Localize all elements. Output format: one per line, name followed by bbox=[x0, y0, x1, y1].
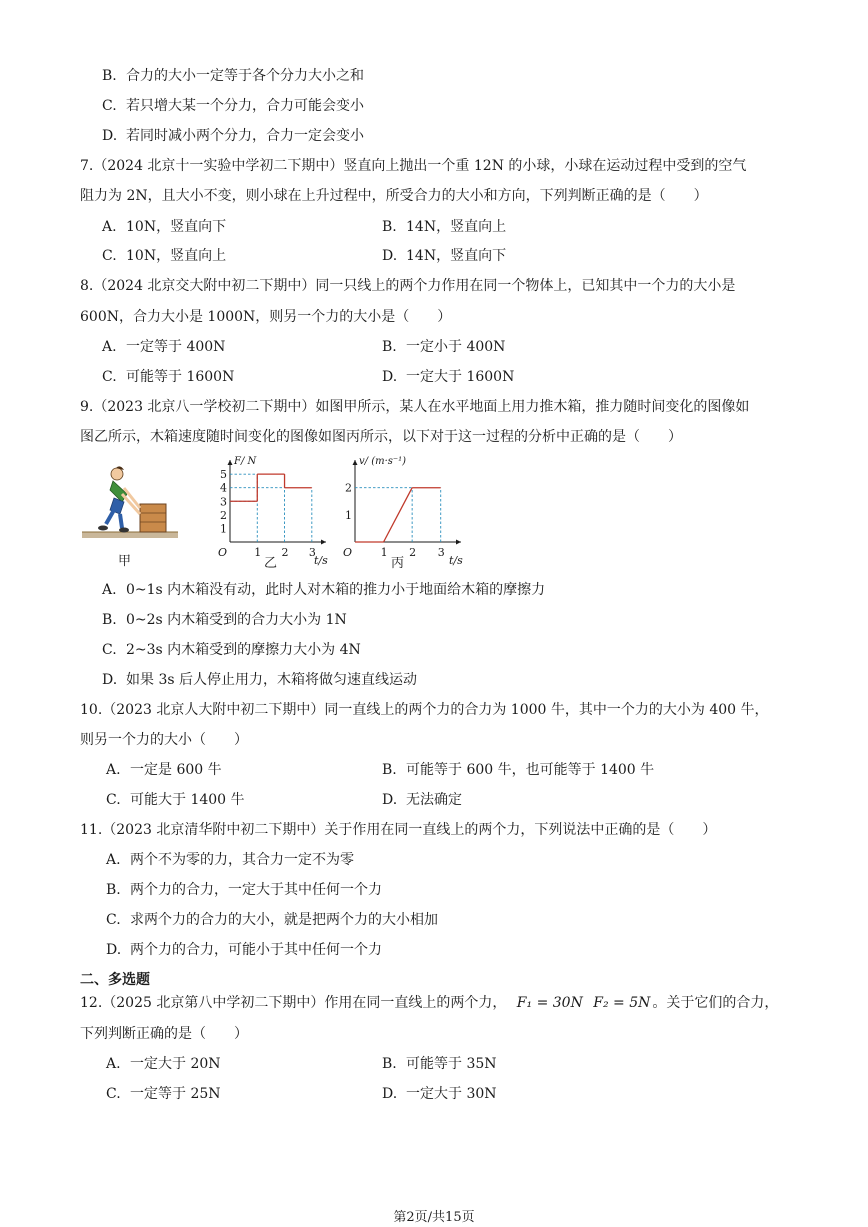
q11-stem-line1: 11.（2023 北京清华附中初二下期中）关于作用在同一直线上的两个力，下列说法中正确的是（ ） bbox=[80, 822, 717, 838]
page-footer: 第2页/共15页 bbox=[393, 1210, 475, 1225]
q12-stem-line2: 下列判断正确的是（ ） bbox=[80, 1026, 248, 1042]
option-label: C. bbox=[102, 98, 117, 114]
option-label: D. bbox=[102, 128, 118, 144]
option-label: A. bbox=[102, 219, 117, 235]
q10-option-c bbox=[106, 790, 245, 810]
x-axis-label: t/s bbox=[314, 554, 328, 567]
option-text: 两个力的合力，一定大于其中任何一个力 bbox=[130, 882, 382, 898]
origin-label: O bbox=[218, 546, 228, 559]
option-label: A. bbox=[106, 762, 121, 778]
y-tick-label: 2 bbox=[220, 508, 227, 522]
option-label: A. bbox=[106, 1056, 121, 1072]
y-tick-label: 5 bbox=[220, 468, 227, 482]
option-label: C. bbox=[102, 642, 117, 658]
q12-option-d bbox=[382, 1084, 497, 1104]
figure-label-jia: 甲 bbox=[118, 554, 132, 569]
option-text: 一定大于 1600N bbox=[406, 369, 515, 385]
figure-yi bbox=[208, 456, 333, 571]
option-label: B. bbox=[102, 68, 117, 84]
q12-option-a bbox=[106, 1054, 221, 1074]
q7-option-c bbox=[102, 246, 226, 266]
option-label: D. bbox=[382, 369, 398, 385]
option-text: 如果 3s 后人停止用力，木箱将做匀速直线运动 bbox=[126, 672, 417, 688]
option-label: A. bbox=[102, 582, 117, 598]
x-tick-label: 1 bbox=[254, 546, 262, 559]
q12-f2: F₂ = 5N bbox=[593, 995, 651, 1011]
y-tick-label: 1 bbox=[345, 508, 352, 522]
figure-jia bbox=[80, 458, 180, 568]
x-tick-label: 1 bbox=[380, 546, 388, 559]
option-label: D. bbox=[382, 792, 398, 808]
option-text: 可能等于 35N bbox=[406, 1056, 497, 1072]
q10-option-d bbox=[382, 790, 462, 810]
option-text: 一定大于 20N bbox=[130, 1056, 221, 1072]
figure-label-bing: 丙 bbox=[391, 556, 405, 571]
x-axis-label: t/s bbox=[449, 554, 463, 567]
y-tick-label: 1 bbox=[220, 522, 227, 536]
option-text: 两个不为零的力，其合力一定不为零 bbox=[130, 852, 354, 868]
q10-stem-line2: 则另一个力的大小（ ） bbox=[80, 732, 248, 748]
section-heading-multiple-choice: 二、多选题 bbox=[80, 972, 150, 988]
q9-option-c bbox=[102, 640, 361, 660]
q11-option-b bbox=[106, 880, 382, 900]
x-tick-label: 3 bbox=[437, 546, 445, 559]
option-text: 可能大于 1400 牛 bbox=[130, 792, 245, 808]
x-axis-arrow bbox=[321, 540, 326, 545]
figure-bing bbox=[335, 456, 470, 571]
q6-option-c bbox=[102, 96, 364, 116]
q12-option-c bbox=[106, 1084, 221, 1104]
q11-option-c bbox=[106, 910, 438, 930]
y-axis-label: v/ (m·s⁻¹) bbox=[359, 456, 407, 467]
option-text: 10N，竖直向下 bbox=[126, 219, 227, 235]
q10-stem-line1: 10.（2023 北京人大附中初二下期中）同一直线上的两个力的合力为 1000 牛，其中一个力的大小为 400 牛， bbox=[80, 702, 769, 718]
y-axis-label: F/ N bbox=[234, 456, 257, 467]
y-tick-label: 2 bbox=[345, 481, 352, 495]
q12-option-b bbox=[382, 1054, 497, 1074]
option-label: D. bbox=[102, 672, 118, 688]
option-text: 两个力的合力，可能小于其中任何一个力 bbox=[130, 942, 382, 958]
option-label: D. bbox=[382, 1086, 398, 1102]
series-segment bbox=[384, 488, 413, 542]
q7-stem-line1: 7.（2024 北京十一实验中学初二下期中）竖直向上抛出一个重 12N 的小球，小球在运动过程中受到的空气 bbox=[80, 158, 747, 174]
option-label: B. bbox=[106, 882, 121, 898]
y-axis-arrow bbox=[353, 460, 358, 465]
q8-option-b bbox=[382, 337, 505, 357]
option-label: B. bbox=[382, 219, 397, 235]
option-text: 求两个力的合力的大小，就是把两个力的大小相加 bbox=[130, 912, 438, 928]
option-label: A. bbox=[106, 852, 121, 868]
option-label: A. bbox=[102, 339, 117, 355]
q7-option-a bbox=[102, 217, 226, 237]
q11-option-a bbox=[106, 850, 354, 870]
option-text: 一定等于 400N bbox=[126, 339, 226, 355]
y-tick-label: 3 bbox=[220, 495, 227, 509]
option-label: B. bbox=[382, 339, 397, 355]
q12-stem-post: 。关于它们的合力， bbox=[652, 995, 779, 1011]
option-label: C. bbox=[106, 912, 121, 928]
option-text: 若只增大某一个分力，合力可能会变小 bbox=[126, 98, 364, 114]
figure-label-yi: 乙 bbox=[264, 556, 278, 571]
q7-option-b bbox=[382, 217, 506, 237]
option-label: C. bbox=[102, 369, 117, 385]
option-text: 无法确定 bbox=[406, 792, 462, 808]
y-tick-label: 4 bbox=[220, 481, 227, 495]
q6-option-b bbox=[102, 66, 364, 86]
option-text: 0~1s 内木箱没有动，此时人对木箱的推力小于地面给木箱的摩擦力 bbox=[126, 582, 546, 598]
q9-stem-line1: 9.（2023 北京八一学校初二下期中）如图甲所示，某人在水平地面上用力推木箱，推力随时间变化的图像如 bbox=[80, 399, 750, 415]
option-label: D. bbox=[382, 248, 398, 264]
x-tick-label: 2 bbox=[281, 546, 289, 559]
q8-stem-line2: 600N，合力大小是 1000N，则另一个力的大小是（ ） bbox=[80, 309, 452, 325]
option-text: 一定小于 400N bbox=[406, 339, 506, 355]
option-text: 一定大于 30N bbox=[406, 1086, 497, 1102]
x-axis-arrow bbox=[456, 540, 461, 545]
option-text: 可能等于 600 牛，也可能等于 1400 牛 bbox=[406, 762, 655, 778]
y-axis-arrow bbox=[228, 460, 233, 465]
option-text: 可能等于 1600N bbox=[126, 369, 235, 385]
option-text: 合力的大小一定等于各个分力大小之和 bbox=[126, 68, 364, 84]
option-text: 一定是 600 牛 bbox=[130, 762, 222, 778]
option-text: 若同时减小两个分力，合力一定会变小 bbox=[126, 128, 364, 144]
option-label: C. bbox=[102, 248, 117, 264]
x-tick-label: 2 bbox=[409, 546, 417, 559]
option-text: 10N，竖直向上 bbox=[126, 248, 227, 264]
q9-option-a bbox=[102, 580, 545, 600]
q12-f1: F₁ = 30N bbox=[516, 995, 583, 1011]
x-tick-label: 3 bbox=[308, 546, 316, 559]
q7-option-d bbox=[382, 246, 506, 266]
q8-option-a bbox=[102, 337, 225, 357]
option-label: C. bbox=[106, 1086, 121, 1102]
q10-option-b bbox=[382, 760, 654, 780]
option-text: 0~2s 内木箱受到的合力大小为 1N bbox=[126, 612, 347, 628]
q10-option-a bbox=[106, 760, 222, 780]
option-label: D. bbox=[106, 942, 122, 958]
q6-option-d bbox=[102, 126, 364, 146]
origin-label: O bbox=[343, 546, 353, 559]
option-label: B. bbox=[102, 612, 117, 628]
q9-stem-line2: 图乙所示，木箱速度随时间变化的图像如图丙所示，以下对于这一过程的分析中正确的是（ ） bbox=[80, 429, 682, 445]
option-text: 14N，竖直向上 bbox=[406, 219, 507, 235]
q8-stem-line1: 8.（2024 北京交大附中初二下期中）同一只线上的两个力作用在同一个物体上，已知其中一个力的大小是 bbox=[80, 278, 736, 294]
option-label: B. bbox=[382, 762, 397, 778]
option-text: 一定等于 25N bbox=[130, 1086, 221, 1102]
q8-option-d bbox=[382, 367, 514, 387]
q12-stem-pre: 12.（2025 北京第八中学初二下期中）作用在同一直线上的两个力， bbox=[80, 995, 507, 1011]
q11-option-d bbox=[106, 940, 382, 960]
q12-stem-line1 bbox=[80, 993, 778, 1013]
option-label: B. bbox=[382, 1056, 397, 1072]
option-text: 2~3s 内木箱受到的摩擦力大小为 4N bbox=[126, 642, 361, 658]
q9-option-b bbox=[102, 610, 347, 630]
q7-stem-line2: 阻力为 2N，且大小不变，则小球在上升过程中，所受合力的大小和方向，下列判断正确的是（ ） bbox=[80, 188, 708, 204]
q8-option-c bbox=[102, 367, 234, 387]
q9-option-d bbox=[102, 670, 417, 690]
option-text: 14N，竖直向下 bbox=[406, 248, 507, 264]
option-label: C. bbox=[106, 792, 121, 808]
